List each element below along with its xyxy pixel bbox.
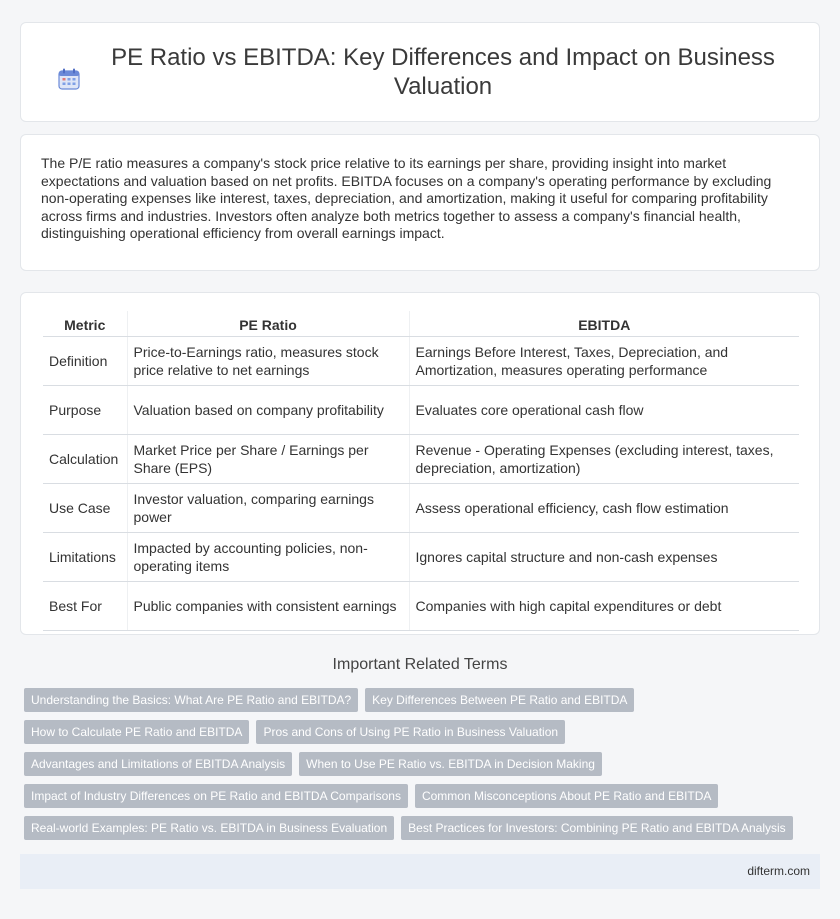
related-terms-list [24,688,820,848]
tag-row [24,816,820,840]
tag-row [24,720,820,744]
row-metric: Definition [43,337,127,386]
row-pe-value: Valuation based on company profitability [127,386,409,435]
tag-row [24,784,820,808]
related-term-link[interactable]: Advantages and Limitations of EBITDA Analysis [24,752,292,776]
row-pe-value: Market Price per Share / Earnings per Share (EPS) [127,435,409,484]
related-term-link[interactable]: Best Practices for Investors: Combining PE Ratio and EBITDA Analysis [401,816,793,840]
row-pe-value: Public companies with consistent earnings [127,582,409,631]
tag-row [24,688,820,712]
intro-paragraph: The P/E ratio measures a company's stock price relative to its earnings per share, providing insight into market expectations and valuation based on net profits. EBITDA focuses on a company's operating performance by excluding non-operating expenses like interest, taxes, depreciation, and amortization, making it useful for comparing profitability across firms and industries. Investors often analyze both metrics together to assess a company's financial health, distinguishing operational efficiency from overall earnings impact. [41,155,772,242]
related-terms-title: Important Related Terms [332,656,508,673]
row-pe-value: Impacted by accounting policies, non-operating items [127,533,409,582]
footer-site-link[interactable]: difterm.com [747,864,810,878]
table-row [43,337,799,386]
tag-row [24,752,820,776]
row-metric: Purpose [43,386,127,435]
related-term-link[interactable]: How to Calculate PE Ratio and EBITDA [24,720,249,744]
header-metric: Metric [43,311,127,337]
intro-card [20,134,820,271]
header-card [20,22,820,122]
row-ebitda-value: Evaluates core operational cash flow [409,386,799,435]
related-term-link[interactable]: When to Use PE Ratio vs. EBITDA in Decision Making [299,752,602,776]
row-metric: Limitations [43,533,127,582]
table-header-row [43,311,799,337]
page-title: PE Ratio vs EBITDA: Key Differences and Impact on Business Valuation [111,44,775,100]
row-ebitda-value: Ignores capital structure and non-cash expenses [409,533,799,582]
calendar-icon [57,67,81,91]
row-pe-value: Investor valuation, comparing earnings power [127,484,409,533]
table-row [43,533,799,582]
related-term-link[interactable]: Understanding the Basics: What Are PE Ratio and EBITDA? [24,688,358,712]
row-ebitda-value: Revenue - Operating Expenses (excluding interest, taxes, depreciation, amortization) [409,435,799,484]
table-row [43,582,799,631]
related-term-link[interactable]: Key Differences Between PE Ratio and EBITDA [365,688,634,712]
related-term-link[interactable]: Common Misconceptions About PE Ratio and EBITDA [415,784,718,808]
row-pe-value: Price-to-Earnings ratio, measures stock price relative to net earnings [127,337,409,386]
row-ebitda-value: Assess operational efficiency, cash flow estimation [409,484,799,533]
header-inner [40,43,800,101]
header-pe-ratio: PE Ratio [127,311,409,337]
row-metric: Calculation [43,435,127,484]
comparison-table [43,311,799,631]
row-ebitda-value: Earnings Before Interest, Taxes, Depreciation, and Amortization, measures operating performance [409,337,799,386]
row-metric: Best For [43,582,127,631]
table-row [43,386,799,435]
comparison-table-card [20,292,820,635]
row-metric: Use Case [43,484,127,533]
header-ebitda: EBITDA [409,311,799,337]
related-term-link[interactable]: Real-world Examples: PE Ratio vs. EBITDA in Business Evaluation [24,816,394,840]
footer [20,854,820,889]
related-term-link[interactable]: Pros and Cons of Using PE Ratio in Business Valuation [256,720,565,744]
table-row [43,484,799,533]
related-term-link[interactable]: Impact of Industry Differences on PE Ratio and EBITDA Comparisons [24,784,408,808]
row-ebitda-value: Companies with high capital expenditures or debt [409,582,799,631]
table-row [43,435,799,484]
